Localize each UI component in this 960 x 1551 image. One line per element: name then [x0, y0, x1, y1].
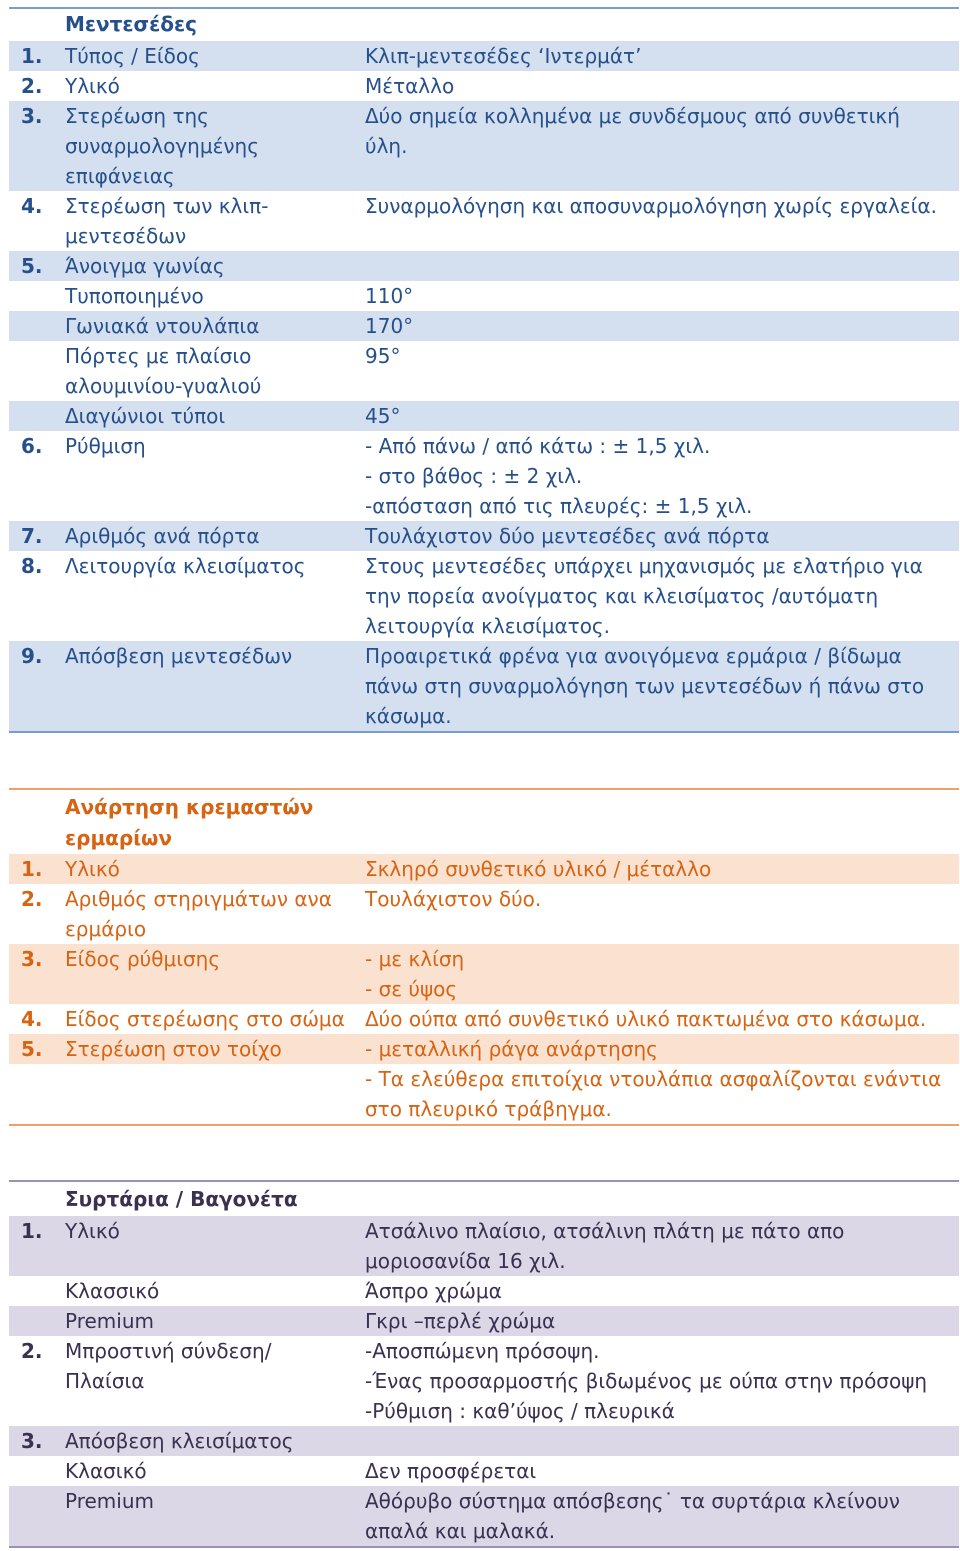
table-title-row: [9, 1184, 959, 1214]
row-value: Τουλάχιστον δύο μεντεσέδες ανά πόρτα: [365, 524, 770, 548]
row-number: 2.: [21, 74, 43, 98]
table-row: [9, 71, 959, 101]
row-label: Απόσβεση μεντεσέδων: [65, 644, 293, 668]
row-label: Στερέωση των κλιπ- μεντεσέδων: [65, 194, 269, 248]
row-number: 4.: [21, 194, 43, 218]
table-title-row: [9, 792, 959, 854]
row-number: 1.: [21, 44, 43, 68]
table-bottom-rule: [9, 1546, 959, 1548]
row-label: Άνοιγμα γωνίας: [65, 254, 225, 278]
row-number: 1.: [21, 1219, 43, 1243]
row-value: - μεταλλική ράγα ανάρτησης: [365, 1037, 658, 1061]
row-label: Αριθμός στηριγμάτων ανα ερμάριο: [65, 887, 332, 941]
table-bottom-rule: [9, 731, 959, 733]
row-label: Premium: [65, 1489, 154, 1513]
row-label: Απόσβεση κλεισίματος: [65, 1429, 294, 1453]
row-value: -Αποσπώμενη πρόσοψη. -Ένας προσαρμοστής βιδωμένος με ούπα στην πρόσοψη -Ρύθμιση : καθ’ύψος / πλευρικά: [365, 1339, 928, 1423]
row-label: Στερέωση στον τοίχο: [65, 1037, 282, 1061]
row-label: Υλικό: [65, 74, 120, 98]
row-label: Αριθμός ανά πόρτα: [65, 524, 260, 548]
row-label: Ρύθμιση: [65, 434, 146, 458]
row-value: - με κλίση - σε ύψος: [365, 947, 465, 1001]
table-row: [9, 641, 959, 731]
row-value: Προαιρετικά φρένα για ανοιγόμενα ερμάρια / βίδωμα πάνω στη συναρμολόγηση των μεντεσέδων ή πάνω στο κάσωμα.: [365, 644, 925, 728]
table-title: Συρτάρια / Βαγονέτα: [65, 1187, 298, 1211]
row-value: Δύο ούπα από συνθετικό υλικό πακτωμένα στο κάσωμα.: [365, 1007, 927, 1031]
row-value: - Από πάνω / από κάτω : ± 1,5 χιλ. - στο βάθος : ± 2 χιλ. -απόσταση από τις πλευρές: ± 1,5 χιλ.: [365, 434, 753, 518]
table-row: [9, 1486, 959, 1546]
row-number: 8.: [21, 554, 43, 578]
row-number: 2.: [21, 1339, 43, 1363]
row-number: 3.: [21, 104, 43, 128]
row-value: 95°: [365, 344, 401, 368]
table-row: [9, 1336, 959, 1426]
table-row: [9, 191, 959, 251]
row-value: Συναρμολόγηση και αποσυναρμολόγηση χωρίς εργαλεία.: [365, 194, 937, 218]
row-value: Τουλάχιστον δύο.: [365, 887, 542, 911]
table-row: [9, 1034, 959, 1064]
row-label: Διαγώνιοι τύποι: [65, 404, 226, 428]
table-row: [9, 341, 959, 401]
row-number: 5.: [21, 254, 43, 278]
row-value: Δύο σημεία κολλημένα με συνδέσμους από συνθετική ύλη.: [365, 104, 900, 158]
row-label: Υλικό: [65, 1219, 120, 1243]
table-row: [9, 1276, 959, 1306]
table-top-rule: [9, 1180, 959, 1182]
row-label: Κλασσικό: [65, 1279, 160, 1303]
row-number: 6.: [21, 434, 43, 458]
table-row: [9, 41, 959, 71]
row-number: 3.: [21, 947, 43, 971]
table-row: [9, 1306, 959, 1336]
row-number: 9.: [21, 644, 43, 668]
drawers-table: [9, 1180, 959, 1548]
row-value: Γκρι –περλέ χρώμα: [365, 1309, 556, 1333]
row-number: 2.: [21, 887, 43, 911]
table-title: Ανάρτηση κρεμαστών ερμαρίων: [65, 795, 314, 850]
row-label: Κλασικό: [65, 1459, 147, 1483]
table-row: [9, 101, 959, 191]
row-label: Είδος ρύθμισης: [65, 947, 221, 971]
row-label: Premium: [65, 1309, 154, 1333]
table-top-rule: [9, 788, 959, 790]
row-label: Πόρτες με πλαίσιο αλουμινίου-γυαλιού: [65, 344, 262, 398]
table-row: [9, 1064, 959, 1124]
row-label: Γωνιακά ντουλάπια: [65, 314, 260, 338]
table-row: [9, 1426, 959, 1456]
row-number: 7.: [21, 524, 43, 548]
row-value: Δεν προσφέρεται: [365, 1459, 537, 1483]
row-label: Υλικό: [65, 857, 120, 881]
row-value: Σκληρό συνθετικό υλικό / μέταλλο: [365, 857, 712, 881]
hinges-table: [9, 7, 959, 733]
table-row: [9, 1456, 959, 1486]
table-row: [9, 251, 959, 281]
table-row: [9, 431, 959, 521]
table-title: Μεντεσέδες: [65, 12, 197, 36]
row-label: Τύπος / Είδος: [65, 44, 200, 68]
row-value: - Τα ελεύθερα επιτοίχια ντουλάπια ασφαλίζονται ενάντια στο πλευρικό τράβηγμα.: [365, 1067, 942, 1121]
row-value: 170°: [365, 314, 414, 338]
table-row: [9, 551, 959, 641]
row-label: Είδος στερέωσης στο σώμα: [65, 1007, 345, 1031]
table-row: [9, 521, 959, 551]
table-row: [9, 1004, 959, 1034]
suspension-table: [9, 788, 959, 1126]
row-number: 4.: [21, 1007, 43, 1031]
row-value: 45°: [365, 404, 401, 428]
row-label: Λειτουργία κλεισίματος: [65, 554, 306, 578]
row-value: Στους μεντεσέδες υπάρχει μηχανισμός με ελατήριο για την πορεία ανοίγματος και κλεισίματος /αυτόματη λειτουργία κλεισίματος.: [365, 554, 923, 638]
row-value: Αθόρυβο σύστημα απόσβεσης˙ τα συρτάρια κλείνουν απαλά και μαλακά.: [365, 1489, 900, 1543]
row-number: 5.: [21, 1037, 43, 1061]
row-value: Μέταλλο: [365, 74, 455, 98]
table-row: [9, 854, 959, 884]
row-number: 1.: [21, 857, 43, 881]
row-value: Άσπρο χρώμα: [365, 1279, 502, 1303]
table-title-row: [9, 9, 959, 39]
row-label: Μπροστινή σύνδεση/ Πλαίσια: [65, 1339, 272, 1393]
row-value: 110°: [365, 284, 414, 308]
table-row: [9, 1216, 959, 1276]
row-value: Ατσάλινο πλαίσιο, ατσάλινη πλάτη με πάτο απο μοριοσανίδα 16 χιλ.: [365, 1219, 845, 1273]
table-row: [9, 401, 959, 431]
table-row: [9, 884, 959, 944]
row-number: 3.: [21, 1429, 43, 1453]
table-row: [9, 281, 959, 311]
row-label: Στερέωση της συναρμολογημένης επιφάνειας: [65, 104, 259, 188]
table-row: [9, 311, 959, 341]
table-row: [9, 944, 959, 1004]
row-value: Κλιπ-μεντεσέδες ‘Ιντερμάτ’: [365, 44, 642, 68]
row-label: Τυποποιημένο: [65, 284, 204, 308]
table-bottom-rule: [9, 1124, 959, 1126]
